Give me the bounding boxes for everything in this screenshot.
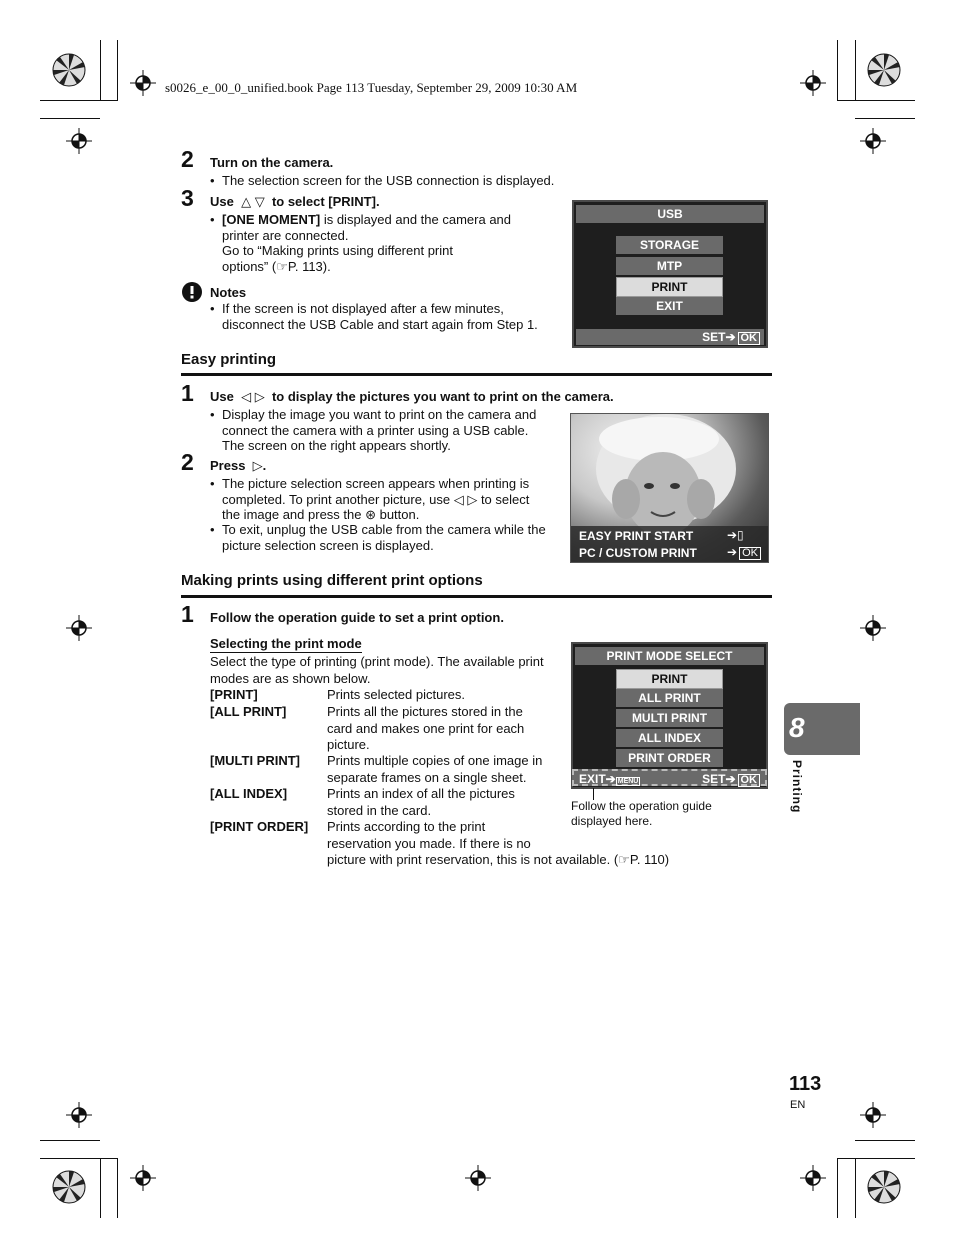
registration-target-icon <box>860 615 886 641</box>
mode-desc: Prints all the pictures stored in the card and makes one print for each picture. <box>327 704 525 753</box>
mode-desc: Prints according to the print reservation you made. If there is no picture with print reservation, this is not available. (☞P. 110) <box>327 819 670 868</box>
menu-item-storage: STORAGE <box>616 236 723 254</box>
easy-print-start-label: EASY PRINT START <box>579 529 694 543</box>
step-text: Use ◁ ▷ to display the pictures you want to print on the camera. <box>210 389 614 404</box>
menu-item-print: PRINT <box>616 669 723 689</box>
mode-key: [MULTI PRINT] <box>210 753 301 768</box>
step-number: 3 <box>181 185 194 211</box>
starburst-mark-icon <box>867 1170 901 1204</box>
step-number: 2 <box>181 146 194 172</box>
screen-footer: SET➔ OK <box>576 329 764 345</box>
page-number: 113 <box>789 1073 822 1095</box>
registration-target-icon <box>130 1165 156 1191</box>
caption: Follow the operation guide displayed here. <box>571 799 712 828</box>
print-mode-screen <box>571 642 768 789</box>
section-rule <box>181 595 772 598</box>
print-header: s0026_e_00_0_unified.book Page 113 Tuesday, September 29, 2009 10:30 AM <box>165 80 578 95</box>
language-code: EN <box>790 1099 806 1111</box>
registration-target-icon <box>860 1102 886 1128</box>
mode-desc: Prints selected pictures. <box>327 687 466 702</box>
camera-photo-preview <box>570 413 769 563</box>
step-number: 1 <box>181 380 194 406</box>
menu-item-print: PRINT <box>616 277 723 297</box>
up-down-arrows-icon: △ ▽ <box>241 194 265 209</box>
screen-title: USB <box>576 205 764 223</box>
ok-button-icon: OK <box>738 774 761 787</box>
section-rule <box>181 373 772 376</box>
mode-key: [ALL INDEX] <box>210 786 288 801</box>
mode-desc: Prints an index of all the pictures stored in the card. <box>327 786 515 818</box>
menu-item-all-index: ALL INDEX <box>616 729 723 747</box>
registration-target-icon <box>800 1165 826 1191</box>
section-heading: Easy printing <box>181 351 277 368</box>
pc-custom-print-label: PC / CUSTOM PRINT <box>579 546 697 560</box>
step-text: Turn on the camera. <box>210 155 334 170</box>
menu-item-exit: EXIT <box>616 297 723 315</box>
notes-bullet: • If the screen is not displayed after a few minutes, disconnect the USB Cable and start again from Step 1. <box>210 301 538 332</box>
step-bullet: • The picture selection screen appears when printing is completed. To print another picture, use ◁ ▷ to select the image and press the ⊛ button. <box>210 476 530 523</box>
warning-icon <box>182 282 202 302</box>
registration-target-icon <box>66 615 92 641</box>
registration-target-icon <box>465 1165 491 1191</box>
right-arrow-icon: ▷ <box>252 458 263 473</box>
step-bullet: • [ONE MOMENT] is displayed and the camera and printer are connected. Go to “Making prints using different print options” (☞P. 113). <box>210 212 512 274</box>
starburst-mark-icon <box>867 53 901 87</box>
mode-desc: Prints multiple copies of one image in separate frames on a single sheet. <box>327 753 543 785</box>
step-text: Press ▷. <box>210 458 267 473</box>
registration-target-icon <box>800 70 826 96</box>
menu-button-icon: MENU <box>617 778 639 785</box>
registration-target-icon <box>66 1102 92 1128</box>
mode-key: [PRINT ORDER] <box>210 819 309 834</box>
step-bullet: • To exit, unplug the USB cable from the camera while the picture selection screen is displayed. <box>210 522 546 553</box>
operation-guide-bar: EXIT➔ MENU SET➔ OK <box>572 769 767 786</box>
menu-item-mtp: MTP <box>616 257 723 275</box>
notes-title: Notes <box>210 285 247 300</box>
starburst-mark-icon <box>52 1170 86 1204</box>
print-arrow-icon: ➔▯ <box>727 528 744 542</box>
step-bullet: • Display the image you want to print on the camera and connect the camera with a printer using a USB cable. The screen on the right appears shortly. <box>210 407 537 454</box>
ok-arrow-icon: ➔ OK <box>727 545 761 560</box>
menu-item-print-order: PRINT ORDER <box>616 749 723 767</box>
left-right-arrows-icon: ◁ ▷ <box>241 389 265 404</box>
registration-target-icon <box>860 128 886 154</box>
step-bullet: • The selection screen for the USB connection is displayed. <box>210 173 555 188</box>
chapter-label: Printing <box>790 760 804 814</box>
step-number: 2 <box>181 449 194 475</box>
usb-screen <box>572 200 768 348</box>
mode-key: [PRINT] <box>210 687 258 702</box>
registration-target-icon <box>66 128 92 154</box>
menu-item-multi-print: MULTI PRINT <box>616 709 723 727</box>
intro-text: Select the type of printing (print mode). The available print modes are as shown below. <box>210 654 544 686</box>
chapter-number: 8 <box>789 712 805 743</box>
subheading: Selecting the print mode <box>210 636 362 651</box>
starburst-mark-icon <box>52 53 86 87</box>
ok-button-icon: OK <box>738 332 761 345</box>
screen-title: PRINT MODE SELECT <box>575 647 764 665</box>
menu-item-all-print: ALL PRINT <box>616 689 723 707</box>
mode-key: [ALL PRINT] <box>210 704 287 719</box>
step-number: 1 <box>181 601 194 627</box>
step-text: Use △ ▽ to select [PRINT]. <box>210 194 380 209</box>
registration-target-icon <box>130 70 156 96</box>
step-text: Follow the operation guide to set a print option. <box>210 610 504 625</box>
section-heading: Making prints using different print options <box>181 572 483 589</box>
